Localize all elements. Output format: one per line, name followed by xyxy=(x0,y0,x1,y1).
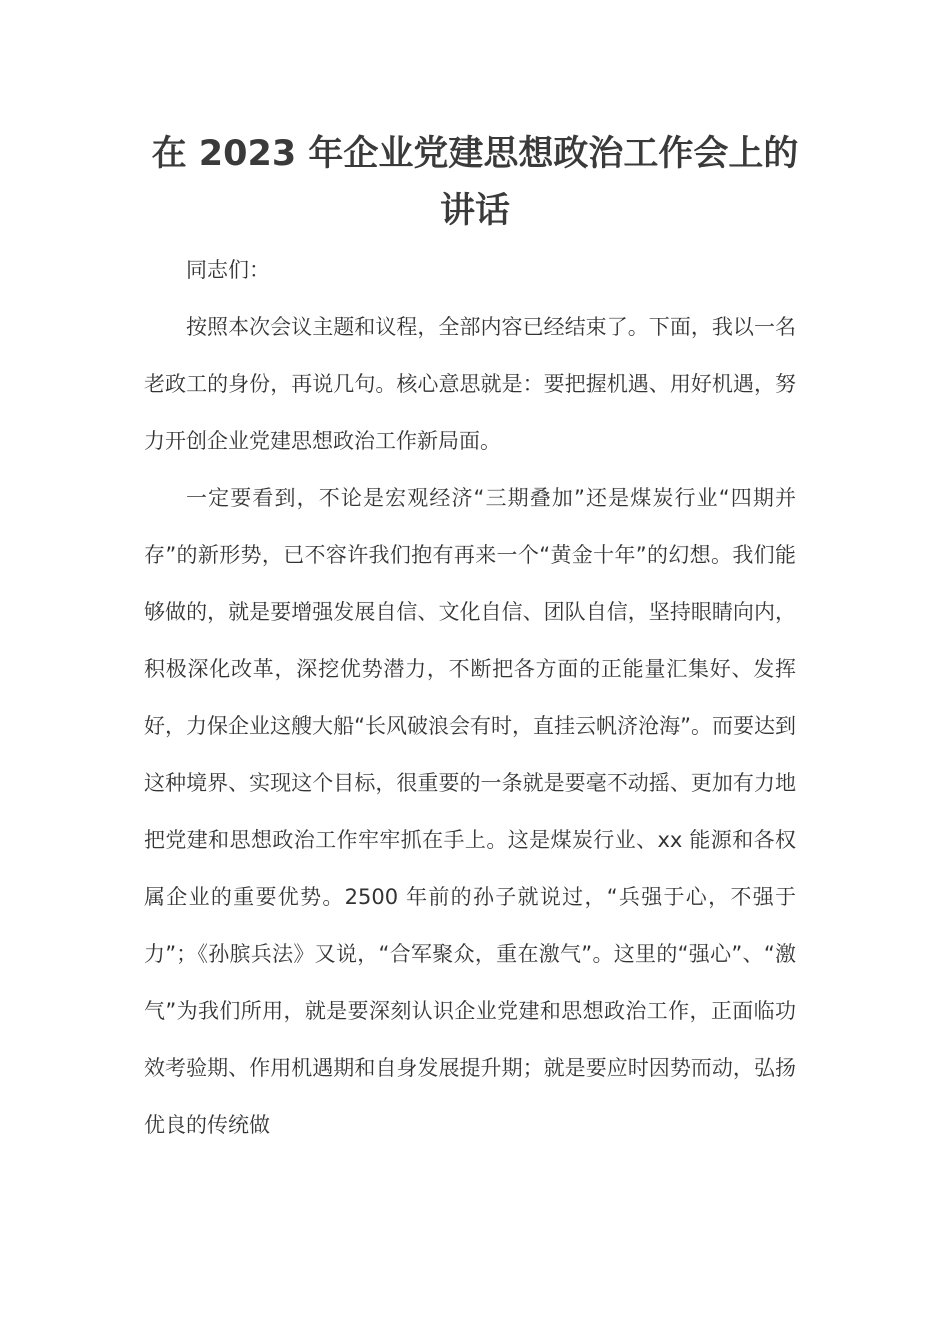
body-paragraph-1: 按照本次会议主题和议程，全部内容已经结束了。下面，我以一名老政工的身份，再说几句。核心意思就是：要把握机遇、用好机遇，努力开创企业党建思想政治工作新局面。 xyxy=(144,315,796,453)
document-body xyxy=(144,242,796,1154)
body-paragraph-2: 一定要看到，不论是宏观经济“三期叠加”还是煤炭行业“四期并存”的新形势，已不容许我们抱有再来一个“黄金十年”的幻想。我们能够做的，就是要增强发展自信、文化自信、团队自信，坚持眼睛向内，积极深化改革，深挖优势潜力，不断把各方面的正能量汇集好、发挥好，力保企业这艘大船“长风破浪会有时，直挂云帆济沧海”。而要达到这种境界、实现这个目标，很重要的一条就是要毫不动摇、更加有力地把党建和思想政治工作牢牢抓在手上。这是煤炭行业、xx 能源和各权属企业的重要优势。2500 年前的孙子就说过，“兵强于心，不强于力”；《孙膑兵法》又说，“合军聚众，重在激气”。这里的“强心”、“激气”为我们所用，就是要深刻认识企业党建和思想政治工作，正面临功效考验期、作用机遇期和自身发展提升期；就是要应时因势而动，弘扬优良的传统做 xyxy=(144,486,796,1137)
document-title: 在 2023 年企业党建思想政治工作会上的讲话 xyxy=(151,134,799,231)
salutation-paragraph: 同志们： xyxy=(186,258,270,282)
